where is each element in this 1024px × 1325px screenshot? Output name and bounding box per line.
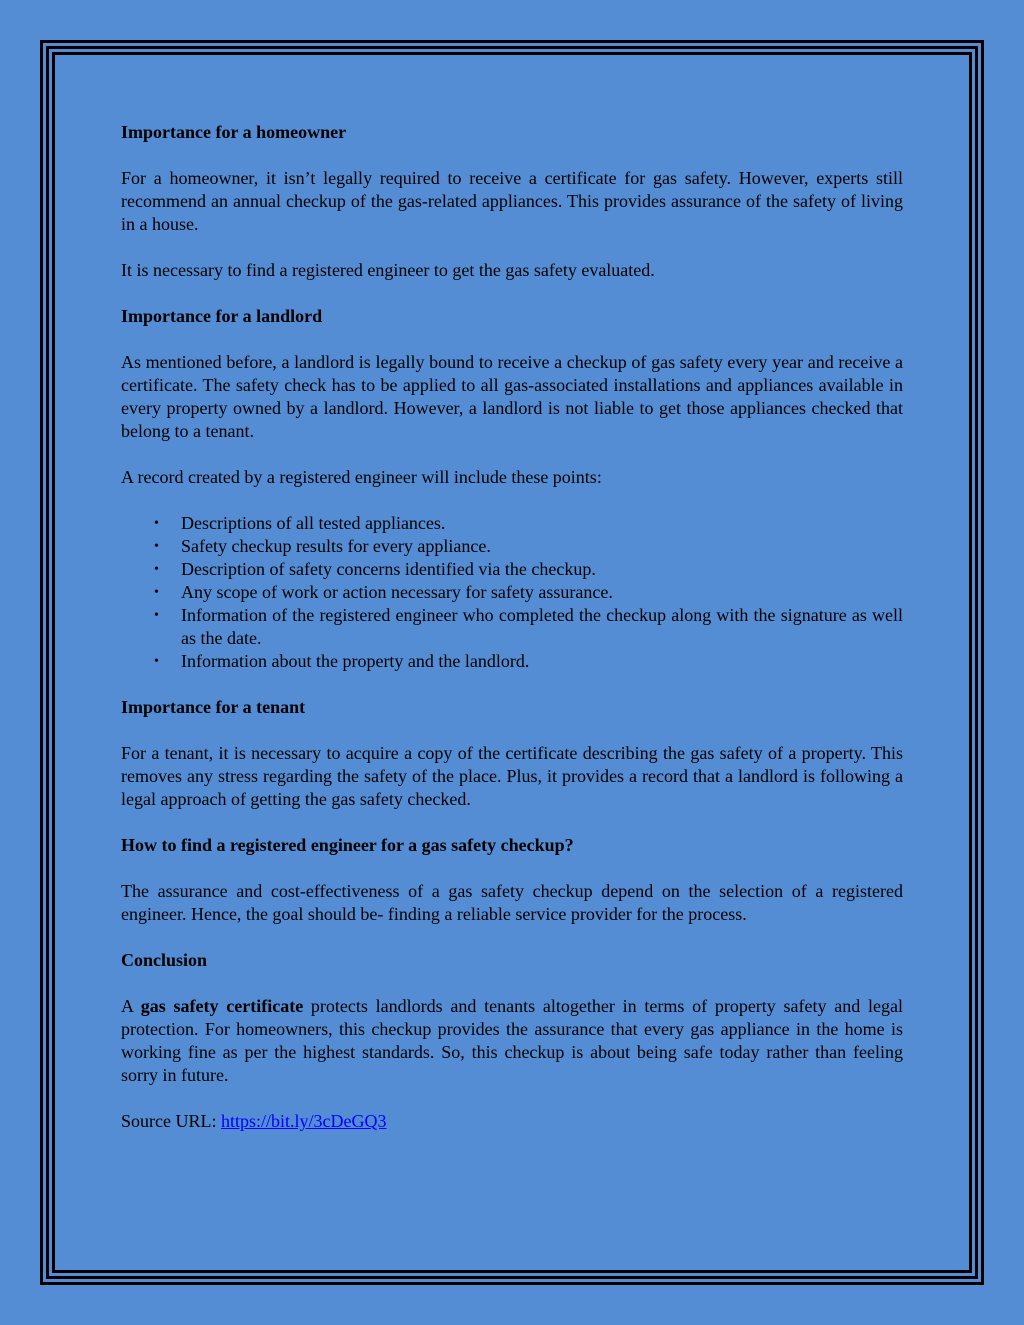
paragraph-homeowner-2: It is necessary to find a registered engineer to get the gas safety evaluated.: [121, 260, 655, 280]
paragraph-landlord-2: A record created by a registered engineer will include these points:: [121, 467, 602, 487]
conclusion-keyword: gas safety certificate: [140, 996, 304, 1016]
bullet-icon: •: [154, 608, 159, 623]
source-url-link[interactable]: https://bit.ly/3cDeGQ3: [220, 1111, 387, 1131]
list-item: [154, 604, 903, 650]
list-item-text: Safety checkup results for every appliance.: [181, 536, 491, 556]
list-item-text: Information of the registered engineer who completed the checkup along with the signature as well as the date.: [181, 605, 903, 648]
paragraph-landlord-1: As mentioned before, a landlord is legally bound to receive a checkup of gas safety every year and receive a certificate. The safety check has to be applied to all gas-associated installations and appliances available in every property owned by a landlord. However, a landlord is not liable to get those appliances checked that belong to a tenant.: [121, 352, 903, 441]
list-item-text: Descriptions of all tested appliances.: [181, 513, 446, 533]
list-item: [154, 512, 903, 535]
source-label: Source URL:: [121, 1111, 221, 1131]
bullet-icon: •: [154, 539, 159, 554]
heading-find-engineer: How to find a registered engineer for a gas safety checkup?: [121, 835, 574, 855]
paragraph-tenant-1: For a tenant, it is necessary to acquire a copy of the certificate describing the gas safety of a property. This removes any stress regarding the safety of the place. Plus, it provides a record that a landlord is following a legal approach of getting the gas safety checked.: [121, 743, 903, 809]
bullet-icon: •: [154, 654, 159, 669]
bullet-icon: •: [154, 562, 159, 577]
bullet-icon: •: [154, 585, 159, 600]
document-body: [121, 121, 903, 1133]
paragraph-find-engineer-1: The assurance and cost-effectiveness of a gas safety checkup depend on the selection of a registered engineer. Hence, the goal should be- finding a reliable service provider for the process.: [121, 881, 903, 924]
list-item-text: Description of safety concerns identified via the checkup.: [181, 559, 596, 579]
paragraph-conclusion: [121, 995, 903, 1087]
list-item-text: Information about the property and the landlord.: [181, 651, 530, 671]
paragraph-homeowner-1: For a homeowner, it isn’t legally required to receive a certificate for gas safety. However, experts still recommend an annual checkup of the gas-related appliances. This provides assurance of the safety of living in a house.: [121, 168, 903, 234]
source-line: [121, 1110, 903, 1133]
heading-conclusion: Conclusion: [121, 950, 208, 970]
list-item: [154, 650, 903, 673]
list-item: [154, 581, 903, 604]
list-item: [154, 535, 903, 558]
heading-tenant: Importance for a tenant: [121, 697, 306, 717]
heading-homeowner: Importance for a homeowner: [121, 122, 347, 142]
heading-landlord: Importance for a landlord: [121, 306, 323, 326]
list-item-text: Any scope of work or action necessary for safety assurance.: [181, 582, 613, 602]
bullet-icon: •: [154, 516, 159, 531]
list-item: [154, 558, 903, 581]
conclusion-prefix: A: [121, 996, 141, 1016]
conclusion-text: protects landlords and tenants altogether in terms of property safety and legal protection. For homeowners, this checkup provides the assurance that every gas appliance in the home is working fine as per the highest standards. So, this checkup is about being safe today rather than feeling sorry in future.: [121, 996, 903, 1085]
record-points-list: [121, 512, 903, 673]
